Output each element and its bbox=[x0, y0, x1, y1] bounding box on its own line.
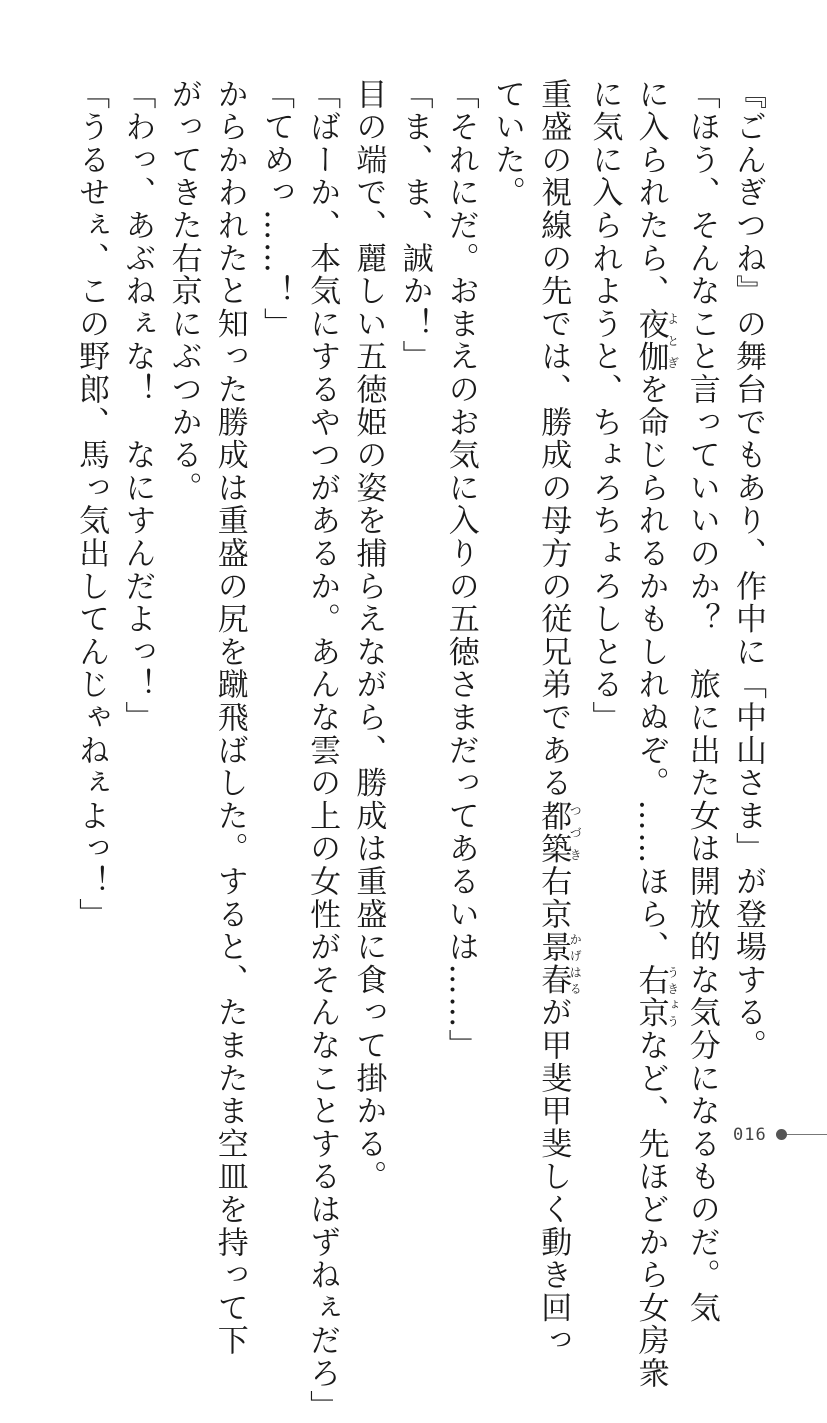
text-line bbox=[438, 78, 484, 1128]
text-line bbox=[68, 78, 114, 1128]
furigana: つづき bbox=[568, 799, 583, 866]
text-segment: 「ま、ま、誠か！」 bbox=[396, 78, 433, 374]
ruby-base: 右京 bbox=[632, 963, 669, 1030]
text-segment: に気に入られようと、ちょろちょろしとる」 bbox=[586, 78, 623, 734]
page-footer bbox=[733, 1122, 827, 1148]
text-line bbox=[345, 78, 391, 1194]
text-line bbox=[160, 78, 206, 1128]
ruby-word bbox=[632, 963, 680, 1030]
text-segment: 右京 bbox=[535, 865, 572, 931]
text-segment: を命じられるかもしれぬぞ。……ほら、 bbox=[632, 373, 669, 964]
text-segment: 重盛の視線の先では、勝成の母方の従兄弟である bbox=[535, 78, 572, 800]
ruby-word bbox=[535, 799, 583, 866]
text-segment: 『ごんぎつね』の舞台でもあり、作中に「中山さま」が登場する。 bbox=[730, 78, 766, 1062]
text-segment: 「ほう、そんなこと言っていいのか？ 旅に出た女は開放的な気分になるものだ。気 bbox=[683, 78, 720, 1325]
text-segment: ていた。 bbox=[488, 78, 525, 210]
text-line bbox=[391, 78, 437, 1128]
text-segment: が甲斐甲斐しく動き回っ bbox=[535, 996, 572, 1358]
text-segment: がってきた右京にぶつかる。 bbox=[165, 78, 202, 505]
ruby-base: 景春 bbox=[535, 930, 572, 997]
text-segment: 「ばーか、本気にするやつがあるか。あんな雲の上の女性がそんなことするはずねぇだろ」 bbox=[304, 78, 341, 1423]
page-marker-dot bbox=[776, 1129, 787, 1140]
furigana: よとぎ bbox=[665, 307, 680, 374]
text-segment: 「それにだ。おまえのお気に入りの五徳さまだってあるいは……」 bbox=[442, 78, 479, 1062]
page-marker-rule bbox=[787, 1134, 827, 1135]
text-line bbox=[530, 78, 583, 1358]
text-line bbox=[207, 78, 253, 1358]
text-line bbox=[627, 78, 680, 1391]
furigana: かげはる bbox=[568, 930, 583, 997]
text-line bbox=[679, 78, 725, 1325]
text-line bbox=[114, 78, 160, 1128]
ruby-base: 都築 bbox=[535, 799, 572, 866]
text-line bbox=[299, 78, 345, 1423]
text-line bbox=[725, 78, 771, 1128]
text-segment: 目の端で、麗しい五徳姫の姿を捕らえながら、勝成は重盛に食って掛かる。 bbox=[350, 78, 387, 1194]
text-segment: 「わっ、あぶねぇな！ なにすんだよっ！」 bbox=[119, 78, 156, 734]
text-line bbox=[581, 78, 627, 1128]
furigana: うきょう bbox=[665, 963, 680, 1030]
ruby-base: 夜伽 bbox=[632, 307, 669, 374]
text-segment: 「うるせぇ、この野郎、馬っ気出してんじゃねぇよっ！」 bbox=[73, 78, 110, 931]
text-segment: 「てめっ……！」 bbox=[257, 78, 294, 341]
page-number: 016 bbox=[733, 1125, 767, 1145]
ruby-word bbox=[632, 307, 680, 374]
text-line bbox=[253, 78, 299, 1128]
text-segment: など、先ほどから女房衆 bbox=[632, 1029, 669, 1391]
ruby-word bbox=[535, 930, 583, 997]
text-segment: からかわれたと知った勝成は重盛の尻を蹴飛ばした。すると、たまたま空皿を持って下 bbox=[211, 78, 248, 1358]
text-line bbox=[484, 78, 530, 1128]
text-segment: に入られたら、 bbox=[632, 78, 669, 308]
